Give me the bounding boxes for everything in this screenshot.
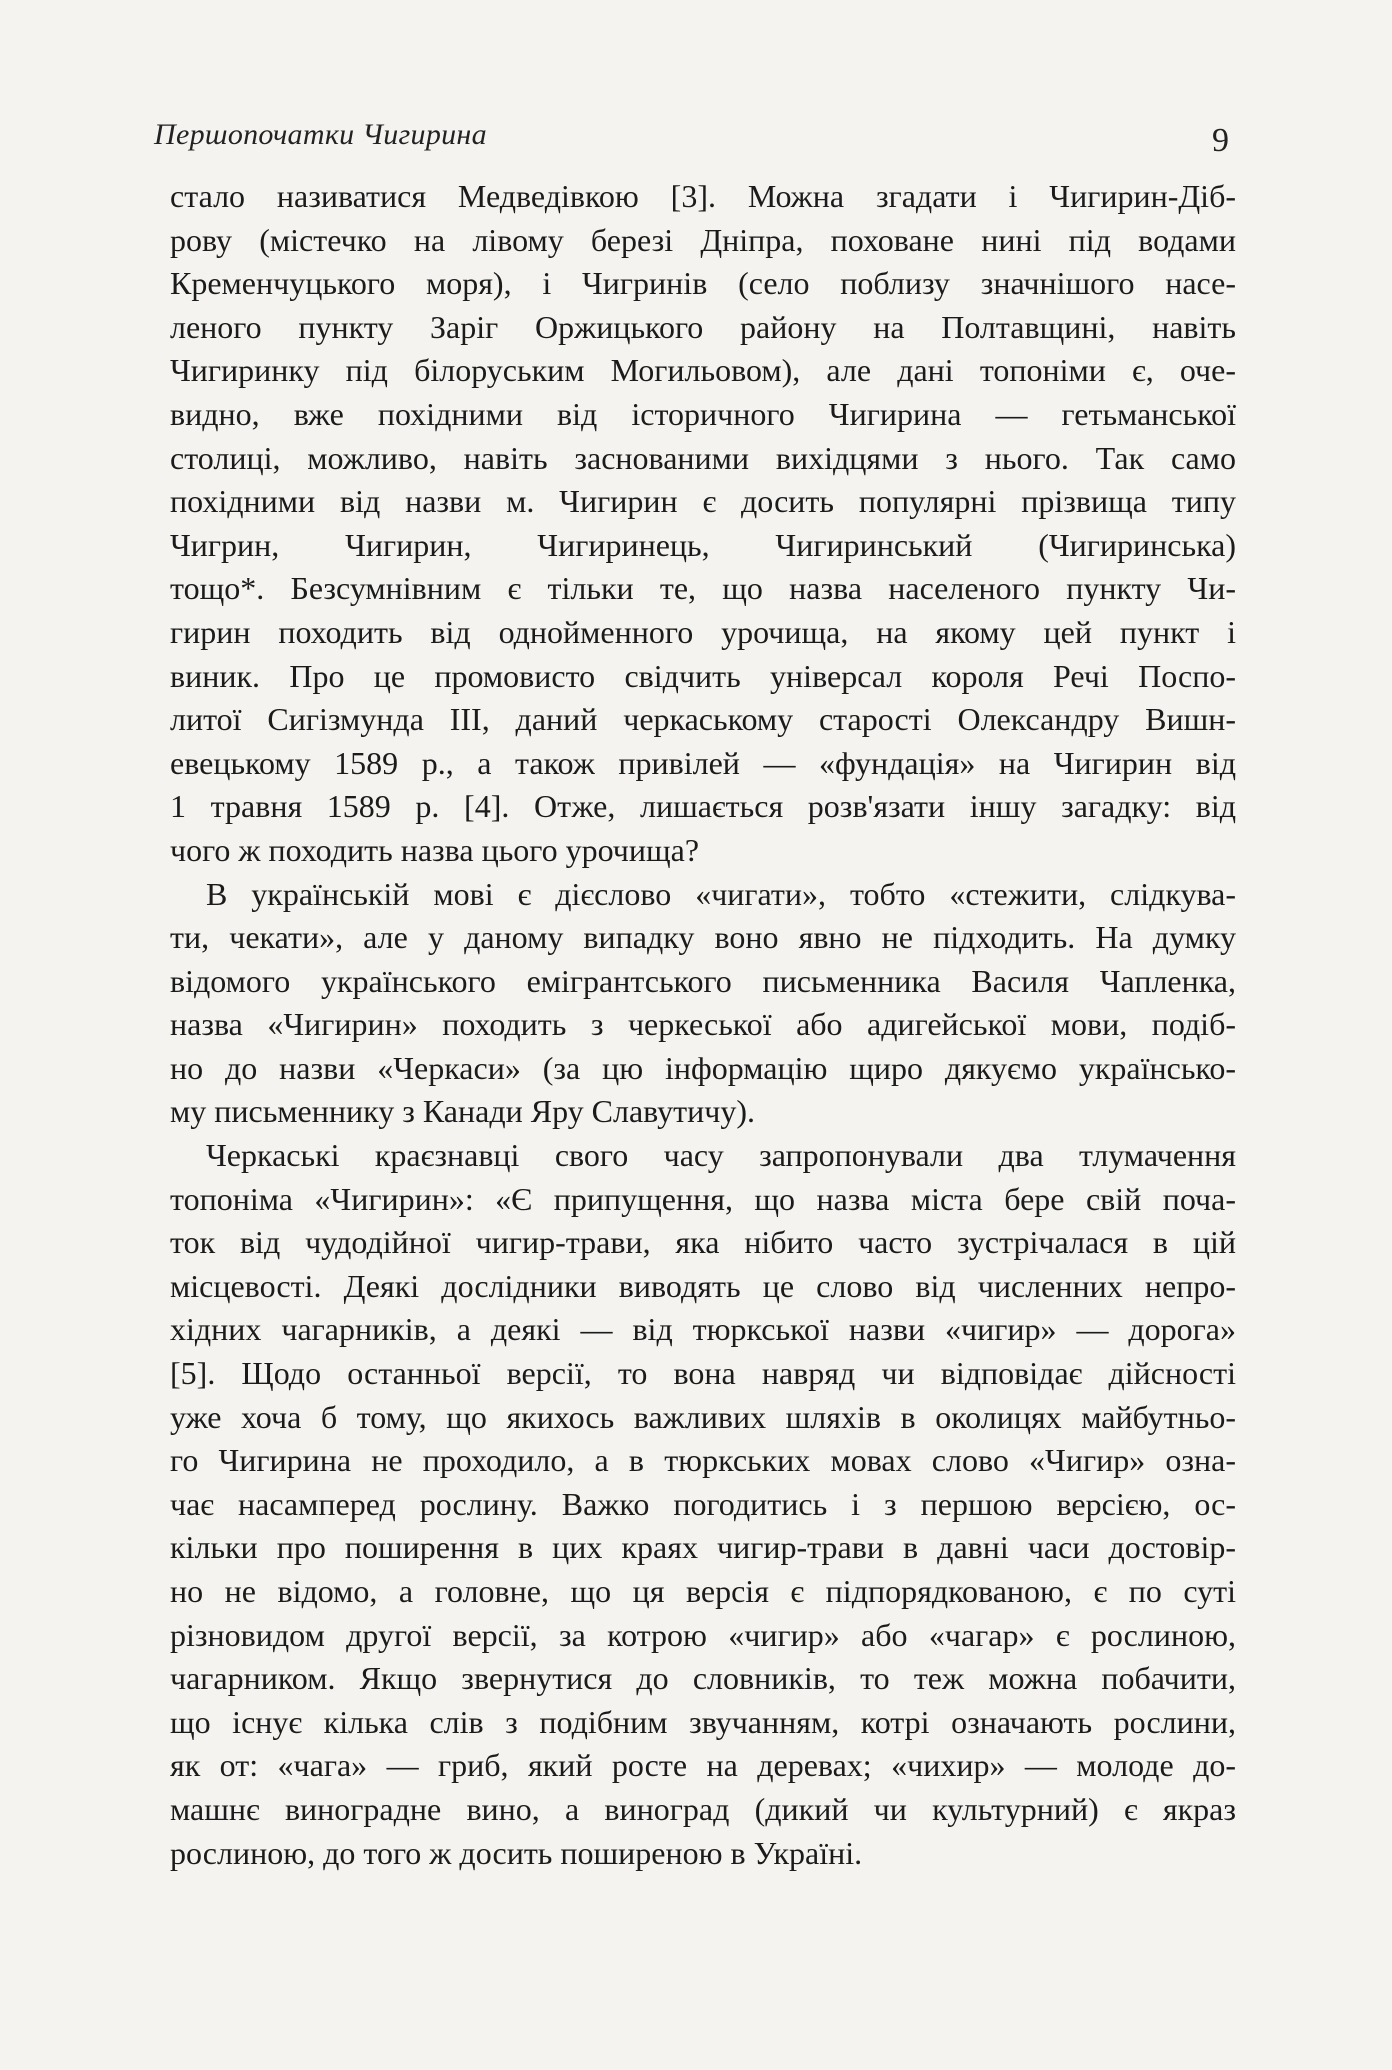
text-line: стало називатися Медведівкою [3]. Можна згадати і Чигирин-Діб-: [170, 178, 1236, 214]
text-line: похідними від назви м. Чигирин є досить популярні прізвища типу: [170, 483, 1236, 520]
text-line: гирин походить від однойменного урочища, на якому цей пункт і: [170, 613, 1236, 650]
text-line: відомого українського емігрантського письменника Василя Чапленка,: [170, 962, 1236, 999]
text-line: тощо*. Безсумнівним є тільки те, що назва населеного пункту Чи-: [170, 570, 1236, 607]
text-line: Чигиринку під білоруським Могильовом), але дані топоніми є, оче-: [170, 352, 1236, 389]
text-line: різновидом другої версії, за котрою «чигир» або «чагар» є рослиною,: [170, 1616, 1236, 1653]
text-line: кільки про поширення в цих краях чигир-трави в давні часи достовір-: [170, 1529, 1236, 1566]
text-line: но не відомо, а головне, що ця версія є підпорядкованою, є по суті: [170, 1573, 1236, 1609]
text-line: що існує кілька слів з подібним звучанням, котрі означають рослини,: [170, 1703, 1236, 1740]
text-line: [5]. Щодо останньої версії, то вона навряд чи відповідає дійсності: [170, 1355, 1236, 1392]
text-line: литої Сигізмунда III, даний черкаському старості Олександру Вишн-: [170, 701, 1236, 738]
text-line: ток від чудодійної чигир-трави, яка нібито часто зустрічалася в цій: [170, 1224, 1236, 1261]
text-line: Черкаські краєзнавці свого часу запропонували два тлумачення: [206, 1137, 1236, 1174]
text-line: виник. Про це промовисто свідчить універсал короля Речі Поспо-: [170, 657, 1236, 694]
text-line: чого ж походить назва цього урочища?: [170, 831, 700, 868]
text-line: но до назви «Черкаси» (за цю інформацію щиро дякуємо українсько-: [170, 1049, 1236, 1086]
text-line: чає насамперед рослину. Важко погодитись і з першою версією, ос-: [170, 1485, 1236, 1522]
text-line: рову (містечко на лівому березі Дніпра, поховане нині під водами: [170, 221, 1236, 258]
page-number: 9: [1212, 122, 1229, 159]
text-line: чагарником. Якщо звернутися до словників, то теж можна побачити,: [170, 1660, 1236, 1697]
text-line: 1 травня 1589 р. [4]. Отже, лишається розв'язати іншу загадку: від: [170, 788, 1236, 825]
text-line: ти, чекати», але у даному випадку воно явно не підходить. На думку: [170, 919, 1236, 956]
text-line: топоніма «Чигирин»: «Є припущення, що назва міста бере свій поча-: [170, 1180, 1236, 1217]
paragraph-1: [170, 175, 1236, 873]
body-text: [170, 175, 1236, 1875]
text-line: евецькому 1589 р., а також привілей — «фундація» на Чигирин від: [170, 744, 1236, 781]
text-line: столиці, можливо, навіть заснованими вихідцями з нього. Так само: [170, 439, 1236, 476]
text-line: Чигрин, Чигирин, Чигиринець, Чигиринський (Чигиринська): [170, 526, 1236, 563]
text-line: леного пункту Заріг Оржицького району на Полтавщині, навіть: [170, 308, 1236, 345]
text-line: му письменнику з Канади Яру Славутичу).: [170, 1093, 756, 1130]
text-line: машнє виноградне вино, а виноград (дикий чи культурний) є якраз: [170, 1790, 1236, 1827]
running-title: Першопочатки Чигирина: [154, 118, 487, 151]
text-line: назва «Чигирин» походить з черкеської або адигейської мови, подіб-: [170, 1006, 1236, 1043]
text-line: хідних чагарників, а деякі — від тюркської назви «чигир» — дорога»: [170, 1311, 1236, 1348]
text-line: В українській мові є дієслово «чигати», тобто «стежити, слідкува-: [206, 875, 1236, 912]
text-line: уже хоча б тому, що якихось важливих шляхів в околицях майбутньо-: [170, 1398, 1236, 1435]
paragraph-2: [170, 873, 1236, 1135]
paragraph-3: [170, 1134, 1236, 1875]
text-line: го Чигирина не проходило, а в тюркських мовах слово «Чигир» озна-: [170, 1442, 1236, 1479]
text-line: рослиною, до того ж досить поширеною в Україні.: [170, 1834, 863, 1871]
text-line: Кременчуцького моря), і Чигринів (село поблизу значнішого насе-: [170, 265, 1236, 302]
text-line: видно, вже похідними від історичного Чигирина — гетьманської: [170, 395, 1236, 432]
text-line: як от: «чага» — гриб, який росте на деревах; «чихир» — молоде до-: [170, 1747, 1236, 1784]
text-line: місцевості. Деякі дослідники виводять це слово від численних непро-: [170, 1267, 1236, 1304]
